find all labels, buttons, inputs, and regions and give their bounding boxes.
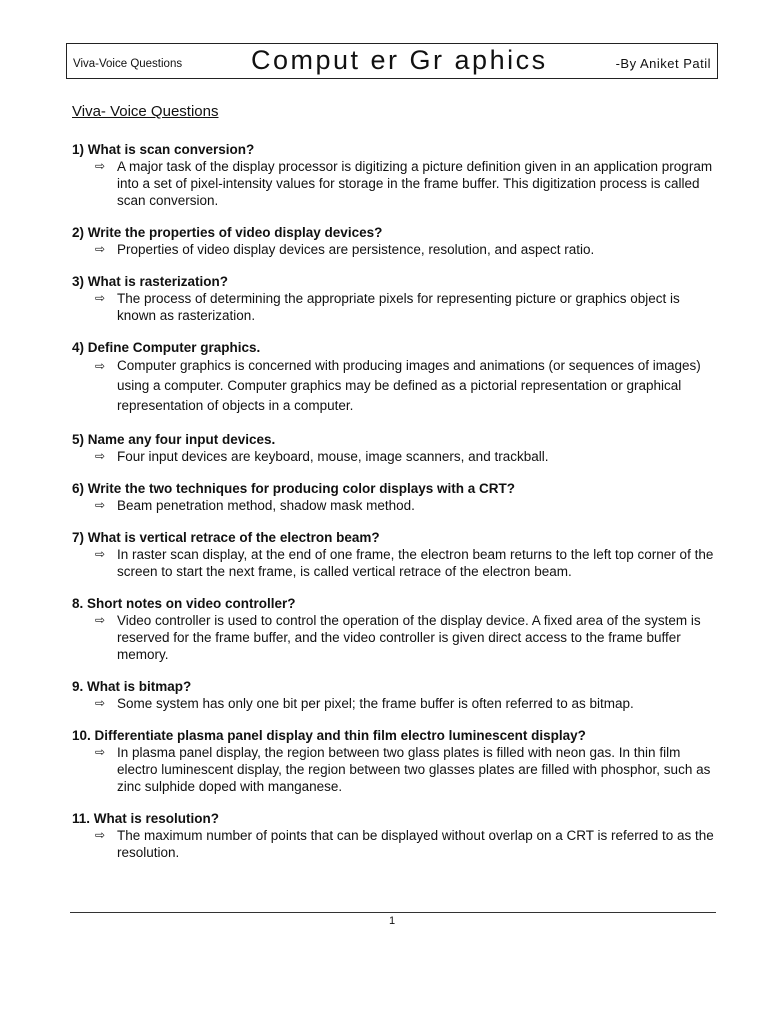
question-list	[72, 141, 722, 876]
arrow-right-icon: ⇨	[95, 159, 106, 173]
answer	[72, 158, 722, 209]
arrow-right-icon: ⇨	[95, 449, 106, 463]
answer	[72, 497, 722, 514]
question: 6) Write the two techniques for producing color displays with a CRT?	[72, 481, 516, 496]
qa-item	[72, 480, 722, 514]
question: 5) Name any four input devices.	[72, 432, 276, 447]
page-number: 1	[388, 915, 396, 927]
answer	[72, 241, 722, 258]
footer-divider	[70, 912, 716, 913]
qa-item	[72, 678, 722, 712]
answer-text: Video controller is used to control the operation of the display device. A fixed area of the system is reserved for the frame buffer, and the video controller is given direct access to the frame buffer memory.	[117, 613, 701, 662]
answer-text: The process of determining the appropriate pixels for representing picture or graphics object is known as rasterization.	[117, 291, 680, 323]
question: 9. What is bitmap?	[72, 679, 192, 694]
answer	[72, 612, 722, 663]
answer	[72, 695, 722, 712]
arrow-right-icon: ⇨	[95, 242, 106, 256]
qa-item	[72, 810, 722, 861]
qa-item	[72, 224, 722, 258]
arrow-right-icon: ⇨	[95, 498, 106, 512]
answer-text: In plasma panel display, the region between two glass plates is filled with neon gas. In thin film electro luminescent display, the region between two glasses plates are filled with phosphor, such as zinc sulphide doped with manganese.	[117, 745, 711, 794]
question: 7) What is vertical retrace of the electron beam?	[72, 530, 380, 545]
answer-text: Computer graphics is concerned with producing images and animations (or sequences of images) using a computer. Computer graphics may be defined as a pictorial representation or graphical representation of objects in a computer.	[117, 358, 701, 413]
answer-text: Four input devices are keyboard, mouse, image scanners, and trackball.	[117, 449, 549, 464]
answer-text: In raster scan display, at the end of one frame, the electron beam returns to the left top corner of the screen to start the next frame, is called vertical retrace of the electron beam.	[117, 547, 714, 579]
answer-text: Some system has only one bit per pixel; the frame buffer is often referred to as bitmap.	[117, 696, 634, 711]
arrow-right-icon: ⇨	[95, 547, 106, 561]
qa-item	[72, 727, 722, 795]
answer-text: Beam penetration method, shadow mask method.	[117, 498, 415, 513]
answer	[72, 290, 722, 324]
qa-item	[72, 595, 722, 663]
question: 11. What is resolution?	[72, 811, 220, 826]
answer-text: Properties of video display devices are persistence, resolution, and aspect ratio.	[117, 242, 595, 257]
answer	[72, 356, 722, 416]
arrow-right-icon: ⇨	[95, 828, 106, 842]
qa-item	[72, 529, 722, 580]
qa-item	[72, 339, 722, 416]
arrow-right-icon: ⇨	[95, 291, 106, 305]
answer-text: A major task of the display processor is digitizing a picture definition given in an application program into a set of pixel-intensity values for storage in the frame buffer. This digitization process is called scan conversion.	[117, 159, 713, 208]
answer	[72, 827, 722, 861]
qa-item	[72, 273, 722, 324]
document-header	[66, 43, 718, 79]
section-heading: Viva- Voice Questions	[72, 103, 219, 120]
arrow-right-icon: ⇨	[95, 613, 106, 627]
question: 2) Write the properties of video display devices?	[72, 225, 383, 240]
answer-text: The maximum number of points that can be displayed without overlap on a CRT is referred to as the resolution.	[117, 828, 714, 860]
question: 4) Define Computer graphics.	[72, 340, 261, 355]
answer	[72, 448, 722, 465]
answer	[72, 546, 722, 580]
qa-item	[72, 141, 722, 209]
arrow-right-icon: ⇨	[95, 359, 106, 373]
arrow-right-icon: ⇨	[95, 696, 106, 710]
author-label: -By Aniket Patil	[615, 56, 711, 71]
header-left-label: Viva-Voice Questions	[73, 58, 183, 70]
arrow-right-icon: ⇨	[95, 745, 106, 759]
qa-item	[72, 431, 722, 465]
question: 10. Differentiate plasma panel display and thin film electro luminescent display?	[72, 728, 586, 743]
question: 8. Short notes on video controller?	[72, 596, 296, 611]
question: 1) What is scan conversion?	[72, 142, 255, 157]
question: 3) What is rasterization?	[72, 274, 229, 289]
answer	[72, 744, 722, 795]
document-title: Comput er Gr aphics	[251, 45, 548, 75]
